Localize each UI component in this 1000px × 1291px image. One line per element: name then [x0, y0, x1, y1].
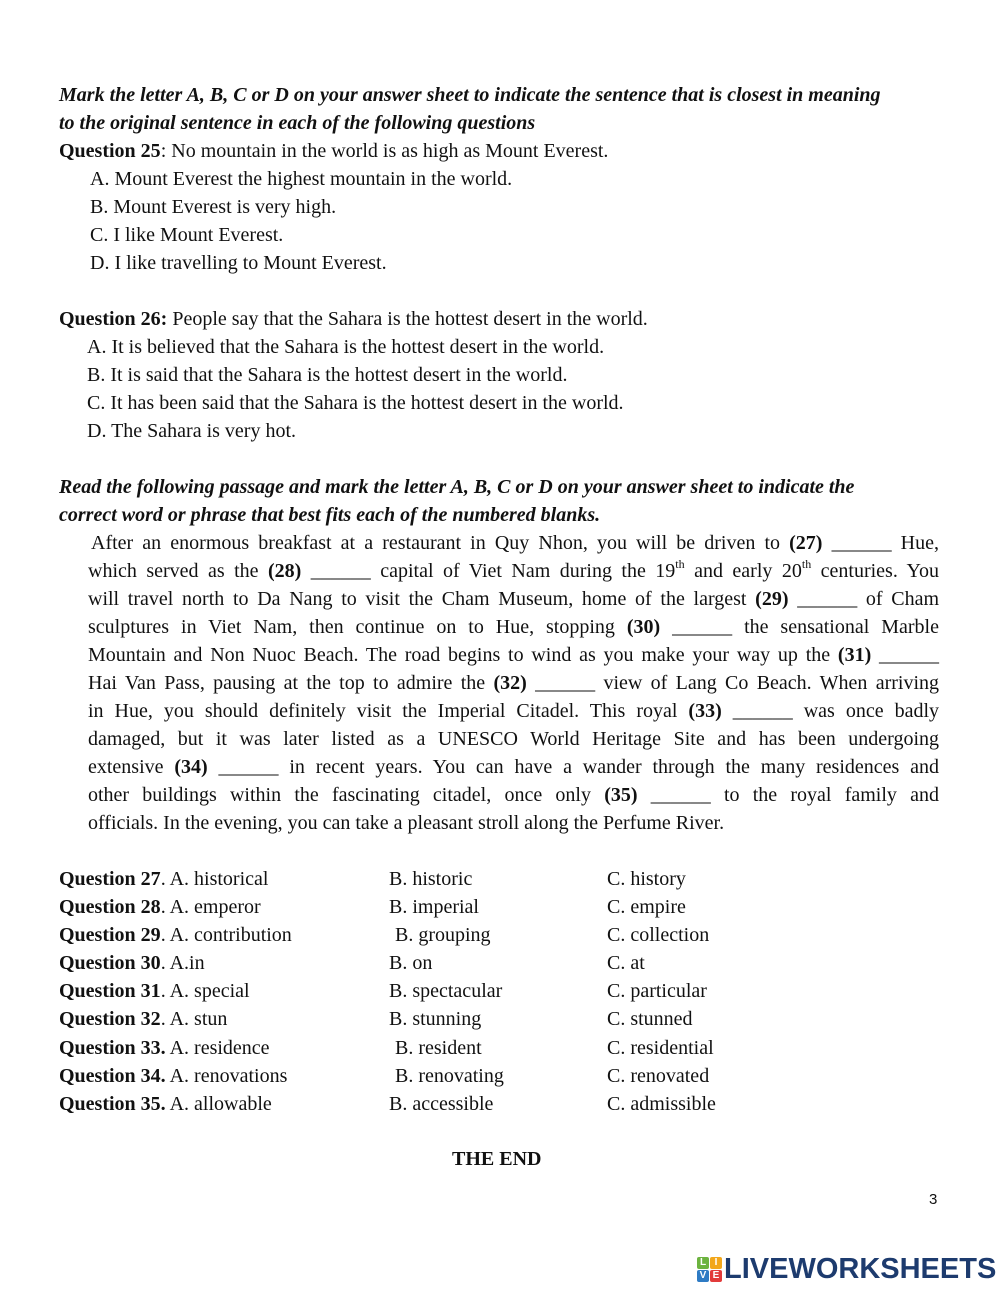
passage-line-8: damaged, but it was later listed as a UNESCO World Heritage Site and has been undergoing: [88, 728, 939, 750]
question-35-label: Question 35.: [59, 1093, 166, 1115]
question-35-row: [59, 1090, 759, 1118]
blank-number-33: (33): [688, 700, 722, 722]
blank-29: ______: [797, 588, 858, 610]
passage-line-4: sculptures in Viet Nam, then continue on to Hue, stopping (30) ______ the sensational Marble: [88, 616, 939, 638]
question-26-option-d: D. The Sahara is very hot.: [87, 420, 297, 442]
passage-line-11: officials. In the evening, you can take a pleasant stroll along the Perfume River.: [88, 812, 725, 834]
section2-instruction-line2: correct word or phrase that best fits each of the numbered blanks.: [59, 504, 601, 526]
question-25-option-a: A. Mount Everest the highest mountain in the world.: [90, 168, 513, 190]
blank-34: ______: [218, 756, 279, 778]
question-25-text: No mountain in the world is as high as Mount Everest.: [171, 140, 609, 162]
blank-number-32: (32): [493, 672, 527, 694]
question-34-option-a: A. renovations: [169, 1065, 288, 1087]
question-34-row: [59, 1062, 759, 1090]
question-34-label: Question 34.: [59, 1065, 166, 1087]
question-33-option-b: B. resident: [395, 1037, 482, 1059]
question-35-option-b: B. accessible: [389, 1093, 494, 1115]
question-32-row: Question 32. A. stun B. stunning C. stunned: [59, 1005, 759, 1033]
question-33-option-c: C. residential: [607, 1037, 714, 1059]
liveworksheets-logo: [697, 1255, 996, 1283]
question-32-option-c: C. stunned: [607, 1008, 693, 1030]
question-25-option-c: C. I like Mount Everest.: [90, 224, 284, 246]
live-tiles-icon: [697, 1257, 722, 1282]
question-26-option-a: A. It is believed that the Sahara is the hottest desert in the world.: [87, 336, 605, 358]
question-28-label: Question 28: [59, 896, 161, 918]
the-end-heading: THE END: [452, 1148, 542, 1170]
section1-instruction-line1: Mark the letter A, B, C or D on your answer sheet to indicate the sentence that is closest in meaning: [59, 84, 881, 106]
question-31-row: Question 31. A. special B. spectacular C. particular: [59, 977, 759, 1005]
logo-tile-l: L: [697, 1257, 709, 1269]
question-30-option-b: B. on: [389, 952, 433, 974]
passage-line-2: which served as the (28) ______ capital of Viet Nam during the 19th and early 20th centuries. You: [88, 557, 939, 582]
logo-wordmark: LIVEWORKSHEETS: [724, 1253, 997, 1285]
question-28-option-b: B. imperial: [389, 896, 479, 918]
question-25-option-d: D. I like travelling to Mount Everest.: [90, 252, 387, 274]
question-27-option-a: A. historical: [169, 868, 269, 890]
blank-30: ______: [672, 616, 733, 638]
question-26-option-c: C. It has been said that the Sahara is the hottest desert in the world.: [87, 392, 624, 414]
blank-27: ______: [831, 532, 892, 554]
question-26-option-b: B. It is said that the Sahara is the hottest desert in the world.: [87, 364, 568, 386]
question-26-stem: [59, 305, 648, 333]
question-31-option-a: A. special: [169, 980, 250, 1002]
blank-35: ______: [650, 784, 711, 806]
question-30-label: Question 30: [59, 952, 161, 974]
blank-number-34: (34): [174, 756, 208, 778]
passage-line-6: Hai Van Pass, pausing at the top to admire the (32) ______ view of Lang Co Beach. When arriving: [88, 672, 940, 694]
question-31-option-b: B. spectacular: [389, 980, 503, 1002]
passage-line-5: Mountain and Non Nuoc Beach. The road begins to wind as you make your way up the (31) ______: [88, 644, 940, 666]
question-27-option-b: B. historic: [389, 868, 473, 890]
blank-number-35: (35): [604, 784, 638, 806]
question-33-label: Question 33.: [59, 1037, 166, 1059]
question-29-label: Question 29: [59, 924, 161, 946]
passage-line-3: will travel north to Da Nang to visit the Cham Museum, home of the largest (29) ______ of Cham: [88, 588, 940, 610]
page-number: 3: [929, 1191, 938, 1208]
question-26-label: Question 26:: [59, 308, 168, 330]
question-34-option-c: C. renovated: [607, 1065, 710, 1087]
question-31-label: Question 31: [59, 980, 161, 1002]
question-31-option-c: C. particular: [607, 980, 707, 1002]
blank-33: ______: [732, 700, 793, 722]
question-33-option-a: A. residence: [169, 1037, 270, 1059]
question-25-label: Question 25: [59, 140, 161, 162]
question-26-text: People say that the Sahara is the hottest desert in the world.: [172, 308, 648, 330]
question-25-stem: Question 25: No mountain in the world is as high as Mount Everest.: [59, 140, 609, 162]
question-29-option-b: B. grouping: [395, 924, 491, 946]
question-29-option-a: A. contribution: [169, 924, 292, 946]
blank-number-27: (27): [789, 532, 823, 554]
passage-line-7: in Hue, you should definitely visit the Imperial Citadel. This royal (33) ______ was once badly: [88, 700, 940, 722]
logo-tile-i: I: [710, 1257, 722, 1269]
blank-31: ______: [879, 644, 940, 666]
question-28-option-c: C. empire: [607, 896, 686, 918]
blank-28: ______: [310, 560, 371, 582]
question-28-row: Question 28. A. emperor B. imperial C. empire: [59, 893, 759, 921]
passage-line-1: After an enormous breakfast at a restaurant in Quy Nhon, you will be driven to (27) ______ Hue,: [91, 532, 939, 554]
question-35-option-a: A. allowable: [169, 1093, 272, 1115]
question-28-option-a: A. emperor: [169, 896, 261, 918]
question-27-label: Question 27: [59, 868, 161, 890]
question-32-label: Question 32: [59, 1008, 161, 1030]
logo-tile-v: V: [697, 1270, 709, 1282]
blank-number-31: (31): [837, 644, 872, 666]
question-27-row: Question 27. A. historical B. historic C. history: [59, 865, 759, 893]
question-30-option-c: C. at: [607, 952, 645, 974]
question-32-option-b: B. stunning: [389, 1008, 482, 1030]
question-33-row: [59, 1034, 759, 1062]
logo-tile-e: E: [710, 1270, 722, 1282]
section1-instruction-line2: to the original sentence in each of the following questions: [59, 112, 536, 134]
section2-instruction-line1: Read the following passage and mark the letter A, B, C or D on your answer sheet to indicate the: [59, 476, 855, 498]
passage-line-10: other buildings within the fascinating citadel, once only (35) ______ to the royal family and: [88, 784, 940, 806]
blank-number-30: (30): [626, 616, 661, 638]
question-30-row: Question 30. A.in B. on C. at: [59, 949, 759, 977]
question-25-option-b: B. Mount Everest is very high.: [90, 196, 337, 218]
question-35-option-c: C. admissible: [607, 1093, 716, 1115]
blank-32: ______: [535, 672, 596, 694]
question-29-row: Question 29. A. contribution B. grouping C. collection: [59, 921, 759, 949]
question-34-option-b: B. renovating: [395, 1065, 504, 1087]
question-29-option-c: C. collection: [607, 924, 710, 946]
blank-number-28: (28): [267, 560, 302, 582]
question-30-option-a: A.in: [169, 952, 205, 974]
question-27-option-c: C. history: [607, 868, 686, 890]
question-32-option-a: A. stun: [169, 1008, 228, 1030]
passage-line-9: extensive (34) ______ in recent years. You can have a wander through the many residences and: [88, 756, 940, 778]
blank-number-29: (29): [755, 588, 789, 610]
